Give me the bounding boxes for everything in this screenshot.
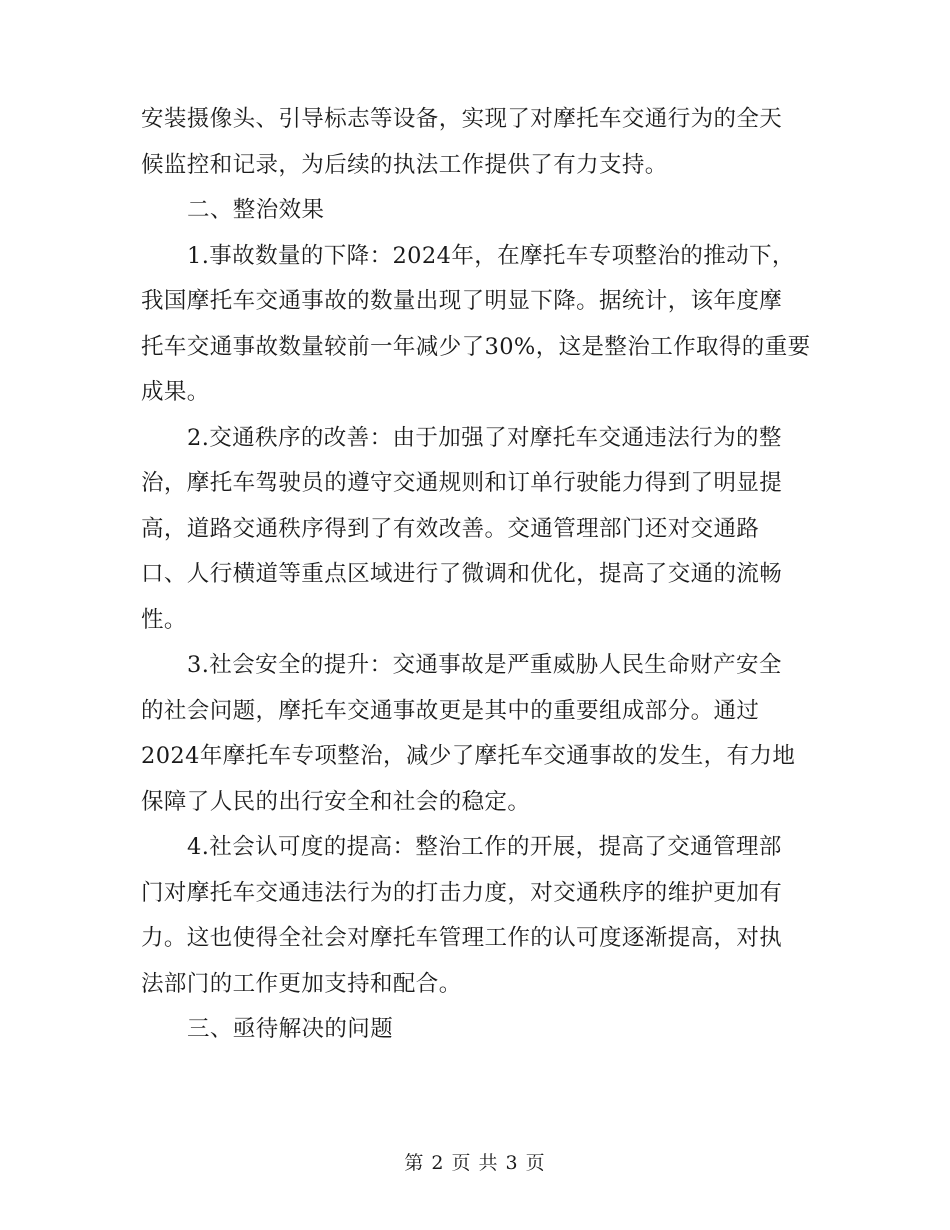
body-line: 2024年摩托车专项整治，减少了摩托车交通事故的发生，有力地 xyxy=(141,743,796,769)
body-line: 法部门的工作更加支持和配合。 xyxy=(141,970,462,997)
document-body xyxy=(141,97,811,1053)
body-line: 成果。 xyxy=(141,379,210,405)
section-heading-issues: 三、亟待解决的问题 xyxy=(187,1016,394,1042)
body-line: 口、人行横道等重点区域进行了微调和优化，提高了交通的流畅 xyxy=(141,561,783,587)
body-line: 保障了人民的出行安全和社会的稳定。 xyxy=(141,788,531,815)
body-line: 1.事故数量的下降：2024年，在摩托车专项整治的推动下， xyxy=(187,242,795,269)
page-number-footer: 第 2 页 共 3 页 xyxy=(404,1152,546,1174)
body-line: 候监控和记录，为后续的执法工作提供了有力支持。 xyxy=(141,151,668,178)
body-line: 门对摩托车交通违法行为的打击力度，对交通秩序的维护更加有 xyxy=(141,879,783,906)
body-line: 力。这也使得全社会对摩托车管理工作的认可度逐渐提高，对执 xyxy=(141,925,783,951)
body-line: 治，摩托车驾驶员的遵守交通规则和订单行驶能力得到了明显提 xyxy=(141,470,783,496)
body-line: 我国摩托车交通事故的数量出现了明显下降。据统计，该年度摩 xyxy=(141,288,783,314)
body-line: 2.交通秩序的改善：由于加强了对摩托车交通违法行为的整 xyxy=(187,424,782,451)
body-line: 4.社会认可度的提高：整治工作的开展，提高了交通管理部 xyxy=(187,834,782,860)
body-line: 托车交通事故数量较前一年减少了30%，这是整治工作取得的重要 xyxy=(141,333,811,360)
body-line: 高，道路交通秩序得到了有效改善。交通管理部门还对交通路 xyxy=(141,515,760,542)
body-line: 安装摄像头、引导标志等设备，实现了对摩托车交通行为的全天 xyxy=(141,106,783,132)
section-heading-effects: 二、整治效果 xyxy=(187,197,325,223)
body-line: 3.社会安全的提升：交通事故是严重威胁人民生命财产安全 xyxy=(187,652,782,678)
body-line: 的社会问题，摩托车交通事故更是其中的重要组成部分。通过 xyxy=(141,697,760,724)
body-line: 性。 xyxy=(141,606,187,633)
